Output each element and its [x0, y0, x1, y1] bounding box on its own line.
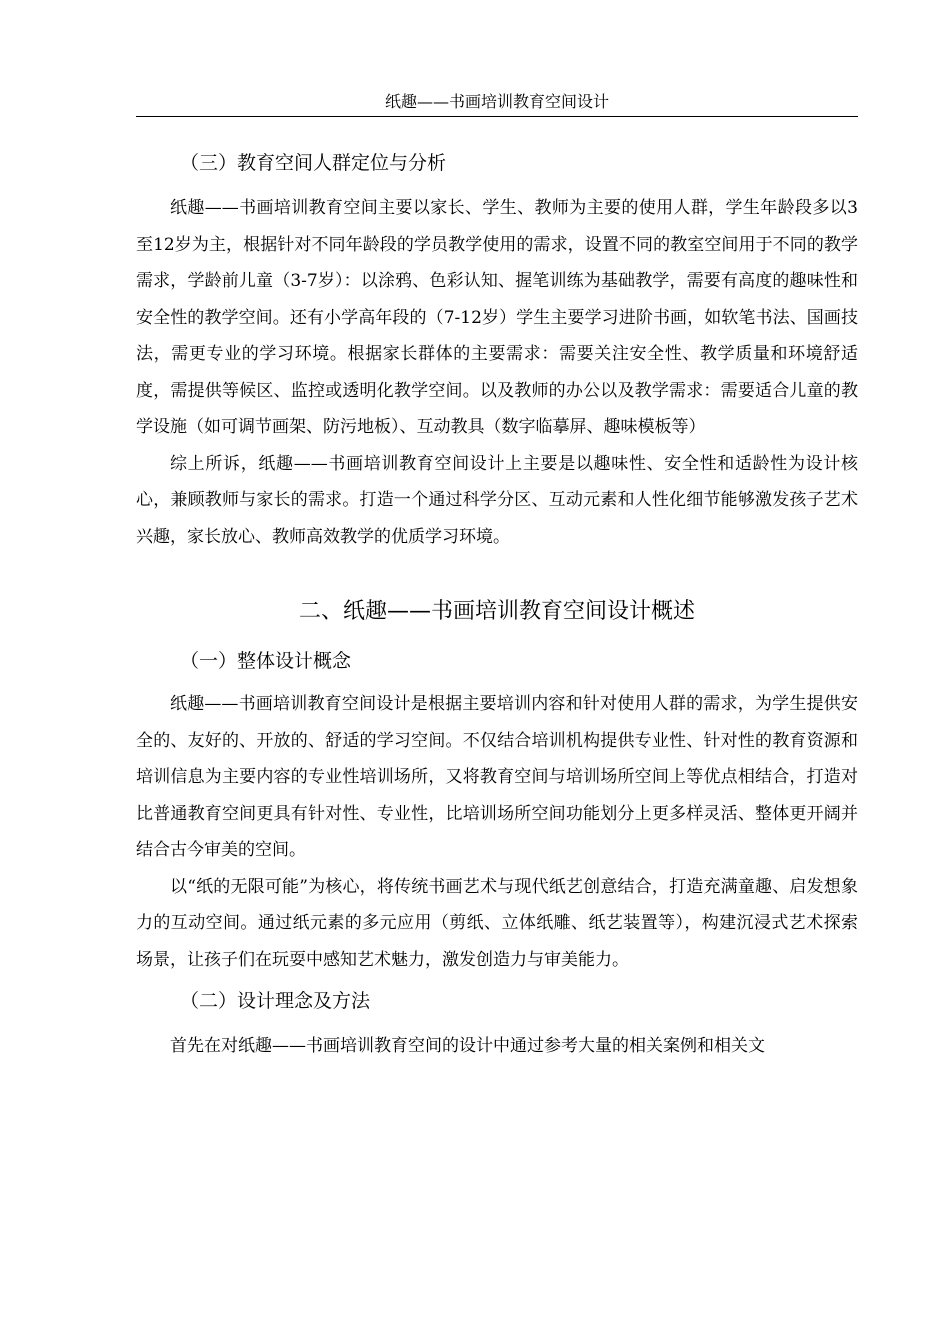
running-header-title: 纸趣——书画培训教育空间设计: [384, 92, 609, 111]
running-header: [136, 88, 858, 117]
section-heading-design-philosophy: （二）设计理念及方法: [180, 990, 371, 1012]
section-heading-overall-concept: （一）整体设计概念: [180, 650, 352, 672]
body-paragraph: 以“纸的无限可能”为核心，将传统书画艺术与现代纸艺创意结合，打造充满童趣、启发想象力的互动空间。通过纸元素的多元应用（剪纸、立体纸雕、纸艺装置等），构建沉浸式艺术探索场景，让孩子们在玩耍中感知艺术魅力，激发创造力与审美能力。: [136, 876, 858, 970]
body-paragraph: 综上所诉，纸趣——书画培训教育空间设计上主要是以趣味性、安全性和适龄性为设计核心，兼顾教师与家长的需求。打造一个通过科学分区、互动元素和人性化细节能够激发孩子艺术兴趣，家长放心、教师高效教学的优质学习环境。: [136, 453, 858, 547]
page-body: [136, 140, 858, 1065]
chapter-heading-design-overview: 二、纸趣——书画培训教育空间设计概述: [298, 599, 695, 624]
body-paragraph: 纸趣——书画培训教育空间设计是根据主要培训内容和针对使用人群的需求，为学生提供安全的、友好的、开放的、舒适的学习空间。不仅结合培训机构提供专业性、针对性的教育资源和培训信息为主要内容的专业性培训场所，又将教育空间与培训场所空间上等优点相结合，打造对比普通教育空间更具有针对性、专业性，比培训场所空间功能划分上更多样灵活、整体更开阔并结合古今审美的空间。: [136, 694, 858, 860]
section-heading-crowd-analysis: （三）教育空间人群定位与分析: [180, 152, 447, 174]
body-paragraph: 纸趣——书画培训教育空间主要以家长、学生、教师为主要的使用人群，学生年龄段多以3至12岁为主，根据针对不同年龄段的学员教学使用的需求，设置不同的教室空间用于不同的教学需求，学龄前儿童（3-7岁）：以涂鸦、色彩认知、握笔训练为基础教学，需要有高度的趣味性和安全性的教学空间。还有小学高年段的（7-12岁）学生主要学习进阶书画，如软笔书法、国画技法，需更专业的学习环境。根据家长群体的主要需求：需要关注安全性、教学质量和环境舒适度，需提供等候区、监控或透明化教学空间。以及教师的办公以及教学需求：需要适合儿童的教学设施（如可调节画架、防污地板）、互动教具（数字临摹屏、趣味模板等）: [136, 198, 858, 437]
body-paragraph: 首先在对纸趣——书画培训教育空间的设计中通过参考大量的相关案例和相关文: [170, 1036, 765, 1056]
